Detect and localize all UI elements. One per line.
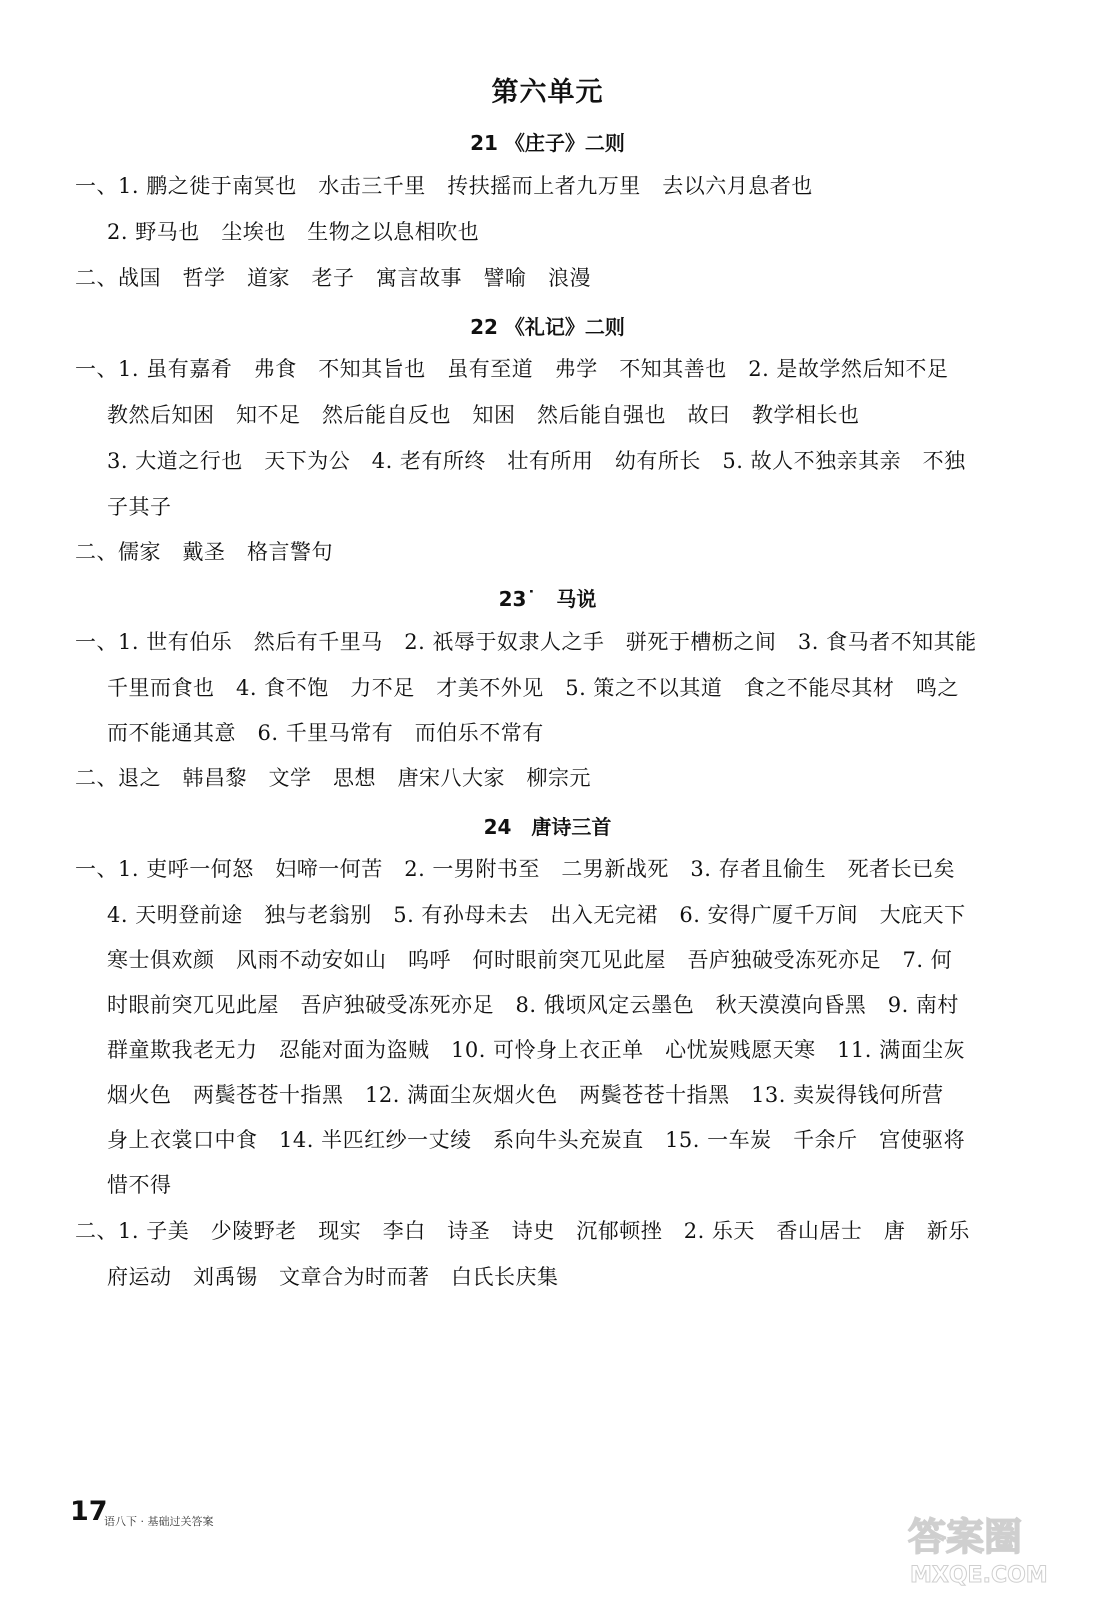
answer-line: 子其子	[107, 495, 172, 519]
answer-line: 二、儒家 戴圣 格言警句	[75, 540, 333, 564]
answer-line: 千里而食也 4. 食不饱 力不足 才美不外见 5. 策之不以其道 食之不能尽其材 鸣之	[107, 676, 959, 700]
answer-line: 一、1. 世有伯乐 然后有千里马 2. 祇辱于奴隶人之手 骈死于槽枥之间 3. 食马者不知其能	[75, 630, 977, 654]
lesson-title-23: 23˙ 马说	[498, 587, 597, 611]
answer-line: 二、战国 哲学 道家 老子 寓言故事 譬喻 浪漫	[75, 266, 591, 290]
answer-line: 身上衣裳口中食 14. 半匹红纱一丈绫 系向牛头充炭直 15. 一车炭 千余斤 宫使驱将	[107, 1128, 966, 1152]
answer-line: 群童欺我老无力 忍能对面为盗贼 10. 可怜身上衣正单 心忧炭贱愿天寒 11. 满面尘灰	[107, 1038, 966, 1062]
watermark-logo	[900, 1500, 1075, 1590]
watermark-url: MXQE.COM	[910, 1563, 1048, 1588]
answer-line: 二、1. 子美 少陵野老 现实 李白 诗圣 诗史 沉郁顿挫 2. 乐天 香山居士 唐 新乐	[75, 1219, 970, 1243]
lesson-title-21: 21 《庄子》二则	[470, 131, 625, 155]
answer-line: 4. 天明登前途 独与老翁别 5. 有孙母未去 出入无完裙 6. 安得广厦千万间 大庇天下	[107, 903, 966, 927]
answer-line: 时眼前突兀见此屋 吾庐独破受冻死亦足 8. 俄顷风定云墨色 秋天漠漠向昏黑 9. 南村	[107, 993, 959, 1017]
answer-line: 一、1. 鹏之徙于南冥也 水击三千里 抟扶摇而上者九万里 去以六月息者也	[75, 174, 813, 198]
answer-line: 惜不得	[107, 1173, 172, 1197]
answer-line: 一、1. 吏呼一何怒 妇啼一何苦 2. 一男附书至 二男新战死 3. 存者且偷生 死者长已矣	[75, 857, 956, 881]
answer-line: 府运动 刘禹锡 文章合为时而著 白氏长庆集	[107, 1265, 559, 1289]
answer-line: 寒士俱欢颜 风雨不动安如山 呜呼 何时眼前突兀见此屋 吾庐独破受冻死亦足 7. 何	[107, 948, 953, 972]
answer-line: 教然后知困 知不足 然后能自反也 知困 然后能自强也 故曰 教学相长也	[107, 403, 860, 427]
answer-line: 3. 大道之行也 天下为公 4. 老有所终 壮有所用 幼有所长 5. 故人不独亲其亲 不独	[107, 449, 966, 473]
watermark-text: 答案圈	[908, 1515, 1023, 1559]
answer-line: 一、1. 虽有嘉肴 弗食 不知其旨也 虽有至道 弗学 不知其善也 2. 是故学然后知不足	[75, 357, 949, 381]
answer-line: 烟火色 两鬓苍苍十指黑 12. 满面尘灰烟火色 两鬓苍苍十指黑 13. 卖炭得钱何所营	[107, 1083, 944, 1107]
unit-title: 第六单元	[491, 77, 604, 108]
answer-line: 而不能通其意 6. 千里马常有 而伯乐不常有	[107, 721, 544, 745]
footer-book-label: 语八下 · 基础过关答案	[104, 1515, 214, 1528]
page-number: 17	[70, 1496, 108, 1527]
lesson-title-24: 24 唐诗三首	[483, 815, 612, 839]
lesson-title-22: 22 《礼记》二则	[470, 315, 625, 339]
answer-line: 二、退之 韩昌黎 文学 思想 唐宋八大家 柳宗元	[75, 766, 591, 790]
answer-line: 2. 野马也 尘埃也 生物之以息相吹也	[107, 220, 480, 244]
